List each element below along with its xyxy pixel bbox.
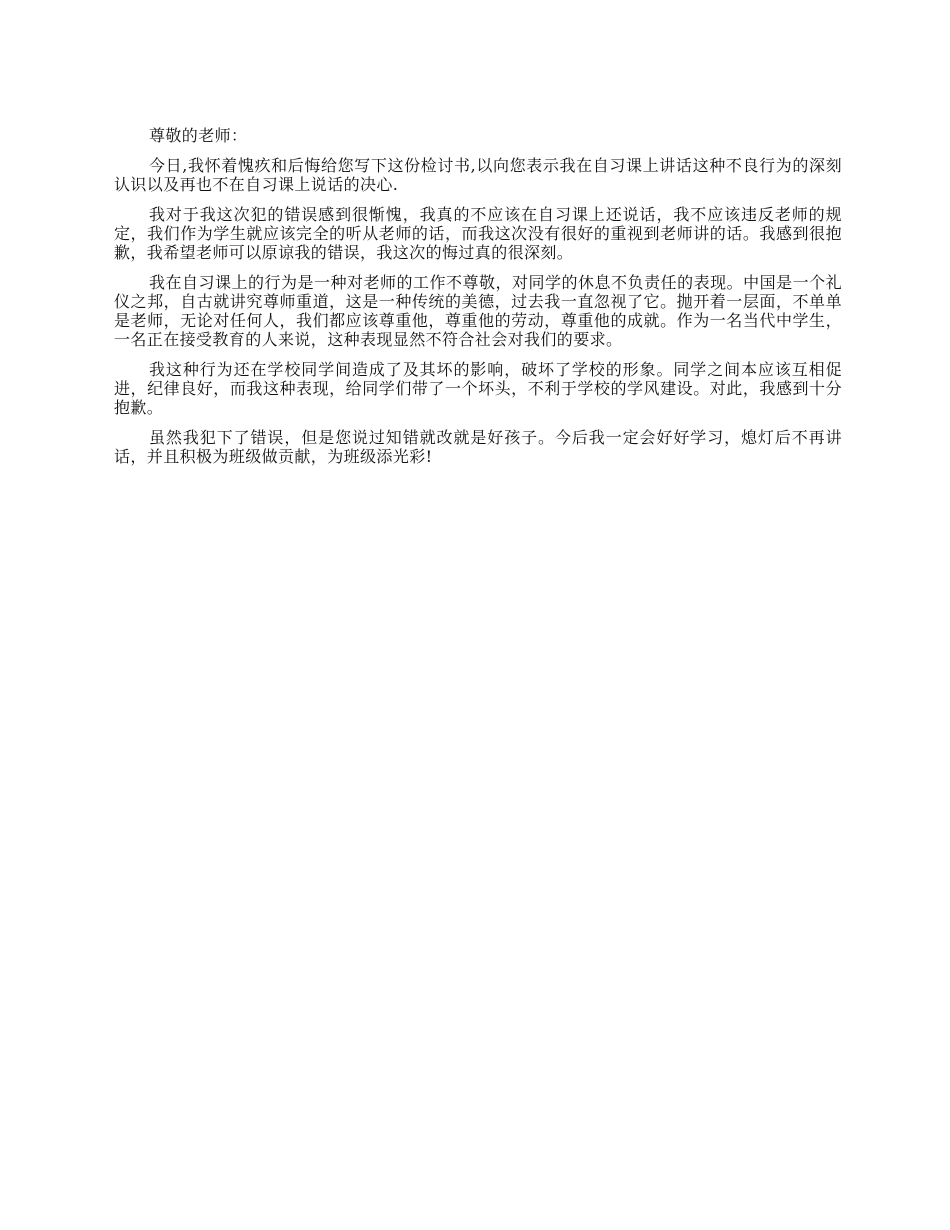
paragraph-3: 我在自习课上的行为是一种对老师的工作不尊敬，对同学的休息不负责任的表现。中国是一个礼仪之邦，自古就讲究尊师重道，这是一种传统的美德，过去我一直忽视了它。抛开着一层面，不单单是老师，无论对任何人，我们都应该尊重他，尊重他的劳动，尊重他的成就。作为一名当代中学生，一名正在接受教育的人来说，这种表现显然不符合社会对我们的要求。 bbox=[114, 273, 842, 349]
paragraph-5: 虽然我犯下了错误，但是您说过知错就改就是好孩子。今后我一定会好好学习，熄灯后不再讲话，并且积极为班级做贡献，为班级添光彩! bbox=[114, 428, 842, 466]
paragraph-4: 我这种行为还在学校同学间造成了及其坏的影响，破坏了学校的形象。同学之间本应该互相促进，纪律良好，而我这种表现，给同学们带了一个坏头，不利于学校的学风建设。对此，我感到十分抱歉。 bbox=[114, 360, 842, 417]
document-body bbox=[114, 126, 842, 477]
paragraph-1: 今日,我怀着愧疚和后悔给您写下这份检讨书,以向您表示我在自习课上讲话这种不良行为的深刻认识以及再也不在自习课上说话的决心. bbox=[114, 156, 842, 194]
paragraph-2: 我对于我这次犯的错误感到很惭愧，我真的不应该在自习课上还说话，我不应该违反老师的规定，我们作为学生就应该完全的听从老师的话，而我这次没有很好的重视到老师讲的话。我感到很抱歉，我希望老师可以原谅我的错误，我这次的悔过真的很深刻。 bbox=[114, 205, 842, 262]
salutation: 尊敬的老师： bbox=[149, 126, 248, 145]
